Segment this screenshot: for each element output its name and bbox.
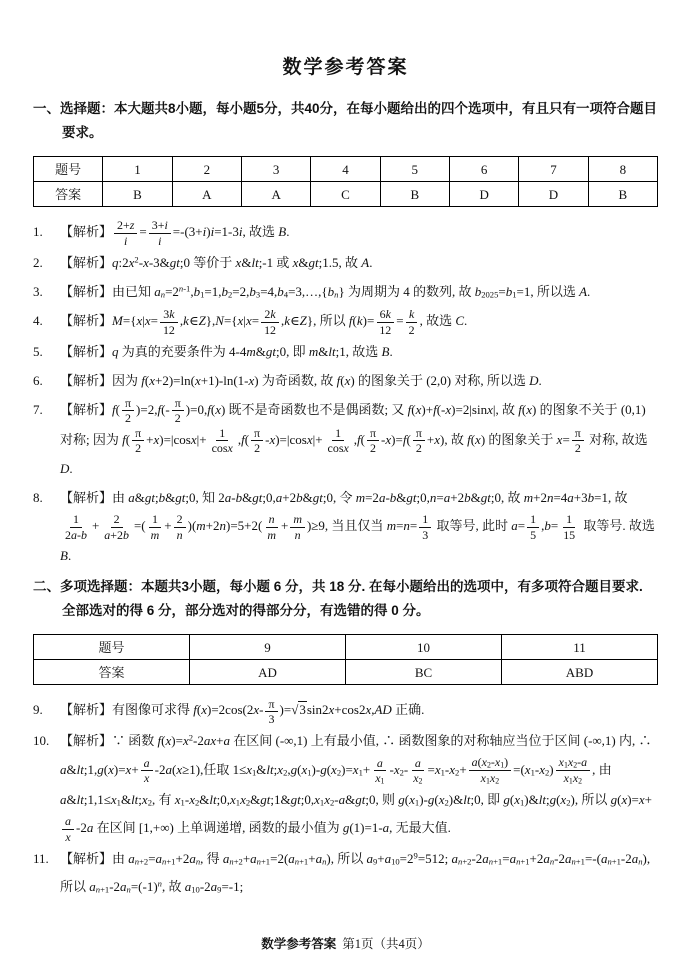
single-choice-answer-table [33, 156, 658, 207]
qnum-cell: 4 [311, 157, 380, 182]
answer-cell: B [103, 182, 172, 207]
section1-solutions [33, 217, 658, 571]
solution-item-1-number: 1. [33, 224, 43, 240]
solution-item-8 [33, 484, 658, 570]
solution-item-8-content: 【解析】由 a&gt;b&gt;0, 知 2a-b&gt;0,a+2b&gt;0, 令 m=2a-b&gt;0,n=a+2b&gt;0, 故 m+2n=4a+3b=1, 故 $\frac{1}{2a-b}$ + $\frac{2}{a+2b}$ =( $\frac{1}{m}$ + $\frac{2}{n}$ )(m+2n)=5+2( $\frac{n}{m}$ + $\frac{m}{n}$ )≥9, 当且仅当 m=n= $\frac{1}{3}$ 取等号, 此时 a= $\frac{1}{5}$ ,b= $\frac{1}{15}$ 取等号. 故选 B. [60, 490, 655, 564]
answer-cell: D [519, 182, 588, 207]
answer-row-label: 答案 [34, 182, 103, 207]
solution-item-5-number: 5. [33, 343, 43, 359]
page-footer [33, 926, 658, 952]
answer-cell: A [172, 182, 241, 207]
answer-row [34, 182, 658, 207]
answer-cell: B [588, 182, 657, 207]
section1-heading: 一、选择题：本大题共8小题，每小题5分，共40分，在每小题给出的四个选项中，有且只有一项符合题目要求。 [33, 101, 658, 140]
qnum-row-label: 题号 [34, 157, 103, 182]
answer-row-label: 答案 [34, 660, 190, 685]
answer-cell: C [311, 182, 380, 207]
solution-item-1-content: 【解析】 $\frac{2+z}{i}$ = $\frac{3+i}{i}$ =-(3+i)i=1-3i, 故选 B. [60, 218, 290, 248]
solution-item-11-content: 【解析】由 $a_{n+2}=a_{n+1}+2a_n$, 得 $a_{n+2}+a_{n+1}=2(a_{n+1}+a_n)$, 所以 $a_9+a_{10}=2^9=512$; $a_{n+2}-2a_{n+1}=a_{n+1}+2a_n-2a_{n+1}=-(a_{n+1}-2a_n)$, 所以 $a_{n+1}-2a_n=(-1)^n$, 故 $a_{10}-2a_9=-1$; [60, 850, 651, 895]
solution-item-11-number: 11. [33, 851, 49, 867]
solution-item-10-content: 【解析】∵ 函数 $f(x)=x^2-2ax+a$ 在区间 (-∞,1) 上有最小值, ∴ 函数图象的对称轴应当位于区间 (-∞,1) 内, ∴ a&lt;1,g(x)=x+ $\frac{a}{x}$ -2a(x≥1),任取 $1\le x_1\&lt;x_2,g(x_1)-g(x_2)=x_1+$ $\frac{a}{x_1}$ $-x_2-$ $\frac{a}{x_2}$ $=x_1-x_2+$ $\frac{a(x_2-x_1)}{x_1x_2}$ $=(x_1-x_2)$ $\frac{x_1x_2-a}{x_1x_2}$ , 由 $a\&lt;1,1\le x_1\&lt;x_2$, 有 $x_1-x_2\&lt;0,x_1x_2\&gt;1\&gt;0,x_1x_2-a\&gt;0$, 则 $g(x_1)-g(x_2)\&lt;0$, 即 $g(x_1)\&lt;g(x_2)$, 所以 g(x)=x+ $\frac{a}{x}$ -2a 在区间 [1,+∞) 上单调递增, 函数的最小值为 g(1)=1-a, 无最大值. [60, 732, 653, 844]
question-number-row [34, 635, 658, 660]
solution-item-4 [33, 307, 658, 337]
qnum-cell: 10 [346, 635, 502, 660]
answer-cell: ABD [502, 660, 658, 685]
answer-cell: D [449, 182, 518, 207]
solution-item-4-content: 【解析】M={x|x= $\frac{3k}{12}$ ,k∈Z},N={x|x= $\frac{2k}{12}$ ,k∈Z}, 所以 f(k)= $\frac{6k}{12}$ = $\frac{k}{2}$ , 故选 C. [60, 307, 468, 337]
footer-page-info: 第1页（共4页） [342, 937, 430, 951]
solution-item-6 [33, 367, 658, 395]
section2-solutions [33, 695, 658, 902]
qnum-cell: 8 [588, 157, 657, 182]
qnum-cell: 5 [380, 157, 449, 182]
solution-item-6-number: 6. [33, 372, 43, 388]
solution-item-10-number: 10. [33, 733, 50, 749]
solution-item-8-number: 8. [33, 490, 43, 506]
solution-item-9 [33, 696, 658, 726]
qnum-cell: 1 [103, 157, 172, 182]
solution-item-2-number: 2. [33, 255, 43, 271]
solution-item-7 [33, 396, 658, 484]
solution-item-1 [33, 218, 658, 248]
solution-item-6-content: 【解析】因为 f(x+2)=ln(x+1)-ln(1-x) 为奇函数, 故 f(x) 的图象关于 (2,0) 对称, 所以选 D. [60, 372, 542, 388]
footer-doc-name: 数学参考答案 [261, 937, 337, 951]
solution-item-3-content: 【解析】由已知 $a_n=2^{n-1},b_1=1,b_2=2,b_3=4,b_4=3,\dots,\{b_n\}$ 为周期为 4 的数列, 故 $b_{2025}=b_1=1$, 所以选 A. [60, 283, 591, 300]
solution-item-2-content: 【解析】$q:2x^2-x-3\&gt;0$ 等价于 x&lt;-1 或 x&gt;1.5, 故 A. [60, 254, 373, 271]
page-title: 数学参考答案 [282, 57, 409, 78]
solution-item-9-content: 【解析】有图像可求得 f(x)=2cos(2x- $\frac{\pi}{3}$ )=√3sin2x+cos2x,AD 正确. [60, 696, 425, 726]
section2-heading: 二、多项选择题：本题共3小题，每小题 6 分，共 18 分. 在每小题给出的选项中，有多项符合题目要求. 全部选对的得 6 分，部分选对的得部分分，有选错的得 0 分。 [33, 579, 643, 618]
solution-item-11 [33, 845, 658, 901]
question-number-row [34, 157, 658, 182]
solution-item-4-number: 4. [33, 312, 43, 328]
solution-item-7-number: 7. [33, 401, 43, 417]
solution-item-3-number: 3. [33, 284, 43, 300]
qnum-cell: 9 [190, 635, 346, 660]
qnum-cell: 2 [172, 157, 241, 182]
solution-item-10 [33, 727, 658, 844]
qnum-cell: 11 [502, 635, 658, 660]
qnum-cell: 3 [241, 157, 310, 182]
solution-item-5-content: 【解析】q 为真的充要条件为 4-4m&gt;0, 即 m&lt;1, 故选 B. [60, 343, 393, 359]
solution-item-5 [33, 338, 658, 366]
multi-choice-answer-table [33, 634, 658, 685]
solution-item-7-content: 【解析】f( $\frac{\pi}{2}$ )=2,f(- $\frac{\pi}{2}$ )=0,f(x) 既不是奇函数也不是偶函数; 又 f(x)+f(-x)=2|sinx|, 故 f(x) 的图象不关于 (0,1) 对称; 因为 f( $\frac{\pi}{2}$ +x)=|cosx|+ $\frac{1}{\cos x}$ ,f( $\frac{\pi}{2}$ -x)=|cosx|+ $\frac{1}{\cos x}$ ,f( $\frac{\pi}{2}$ -x)=f( $\frac{\pi}{2}$ +x), 故 f(x) 的图象关于 x= $\frac{\pi}{2}$ 对称, 故选 D. [60, 395, 648, 477]
answer-cell: BC [346, 660, 502, 685]
solution-item-9-number: 9. [33, 702, 43, 718]
solution-item-3 [33, 278, 658, 306]
answer-cell: A [241, 182, 310, 207]
answer-cell: AD [190, 660, 346, 685]
answer-cell: B [380, 182, 449, 207]
qnum-cell: 6 [449, 157, 518, 182]
answer-row [34, 660, 658, 685]
qnum-row-label: 题号 [34, 635, 190, 660]
solution-item-2 [33, 249, 658, 277]
qnum-cell: 7 [519, 157, 588, 182]
